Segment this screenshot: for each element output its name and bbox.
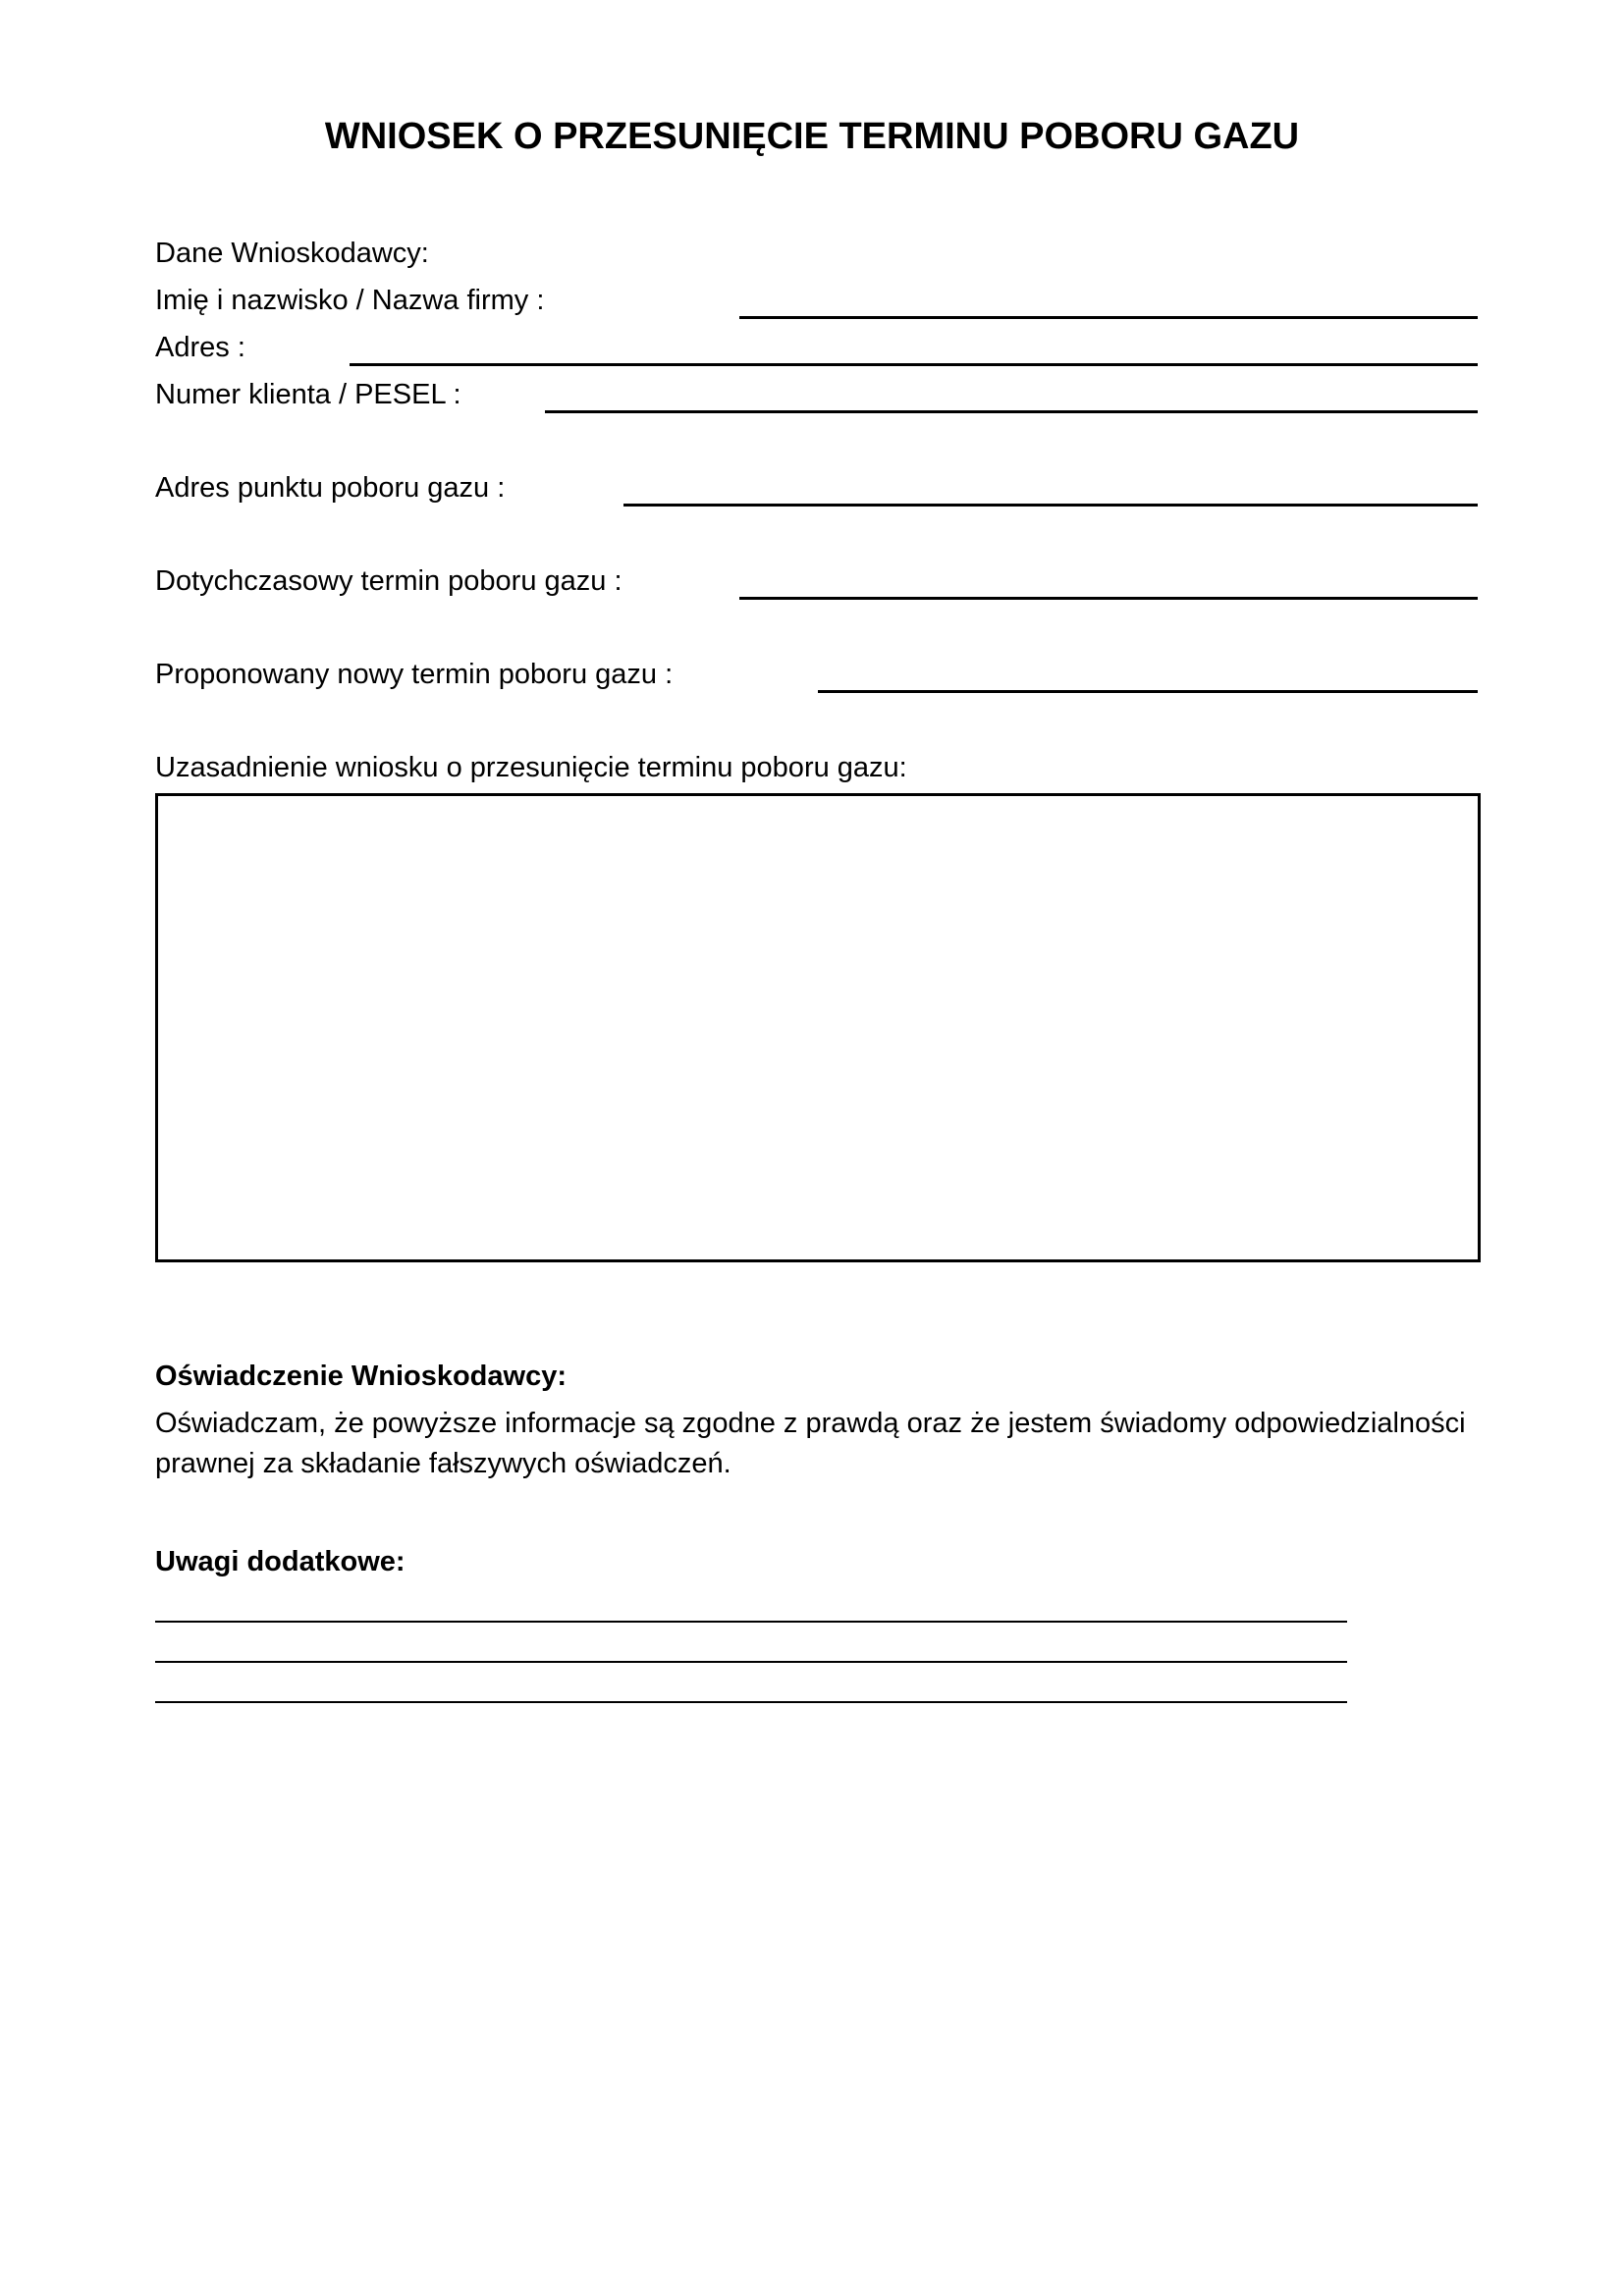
proposed-date-label: Proponowany nowy termin poboru gazu :: [155, 659, 674, 690]
applicant-heading: Dane Wnioskodawcy:: [155, 238, 429, 269]
declaration-heading: Oświadczenie Wnioskodawcy:: [155, 1361, 567, 1392]
notes-line-3[interactable]: [155, 1701, 1347, 1703]
client-number-label: Numer klienta / PESEL :: [155, 379, 461, 410]
name-label: Imię i nazwisko / Nazwa firmy :: [155, 285, 545, 316]
document-title: WNIOSEK O PRZESUNIĘCIE TERMINU POBORU GAZU: [324, 116, 1300, 157]
client-number-field[interactable]: [545, 410, 1478, 413]
gas-point-address-label: Adres punktu poboru gazu :: [155, 472, 506, 504]
current-date-label: Dotychczasowy termin poboru gazu :: [155, 565, 623, 597]
notes-heading: Uwagi dodatkowe:: [155, 1546, 406, 1577]
proposed-date-field[interactable]: [818, 690, 1478, 693]
justification-label: Uzasadnienie wniosku o przesunięcie terminu poboru gazu:: [155, 752, 907, 783]
name-field[interactable]: [739, 316, 1478, 319]
notes-line-2[interactable]: [155, 1661, 1347, 1663]
address-label: Adres :: [155, 332, 245, 363]
gas-point-address-field[interactable]: [623, 504, 1478, 507]
current-date-field[interactable]: [739, 597, 1478, 600]
address-field[interactable]: [350, 363, 1478, 366]
notes-line-1[interactable]: [155, 1621, 1347, 1623]
justification-textarea[interactable]: [155, 793, 1481, 1262]
declaration-text: Oświadczam, że powyższe informacje są zgodne z prawdą oraz że jestem świadomy odpowiedzialności prawnej za składanie fałszywych oświadczeń.: [155, 1408, 1466, 1479]
